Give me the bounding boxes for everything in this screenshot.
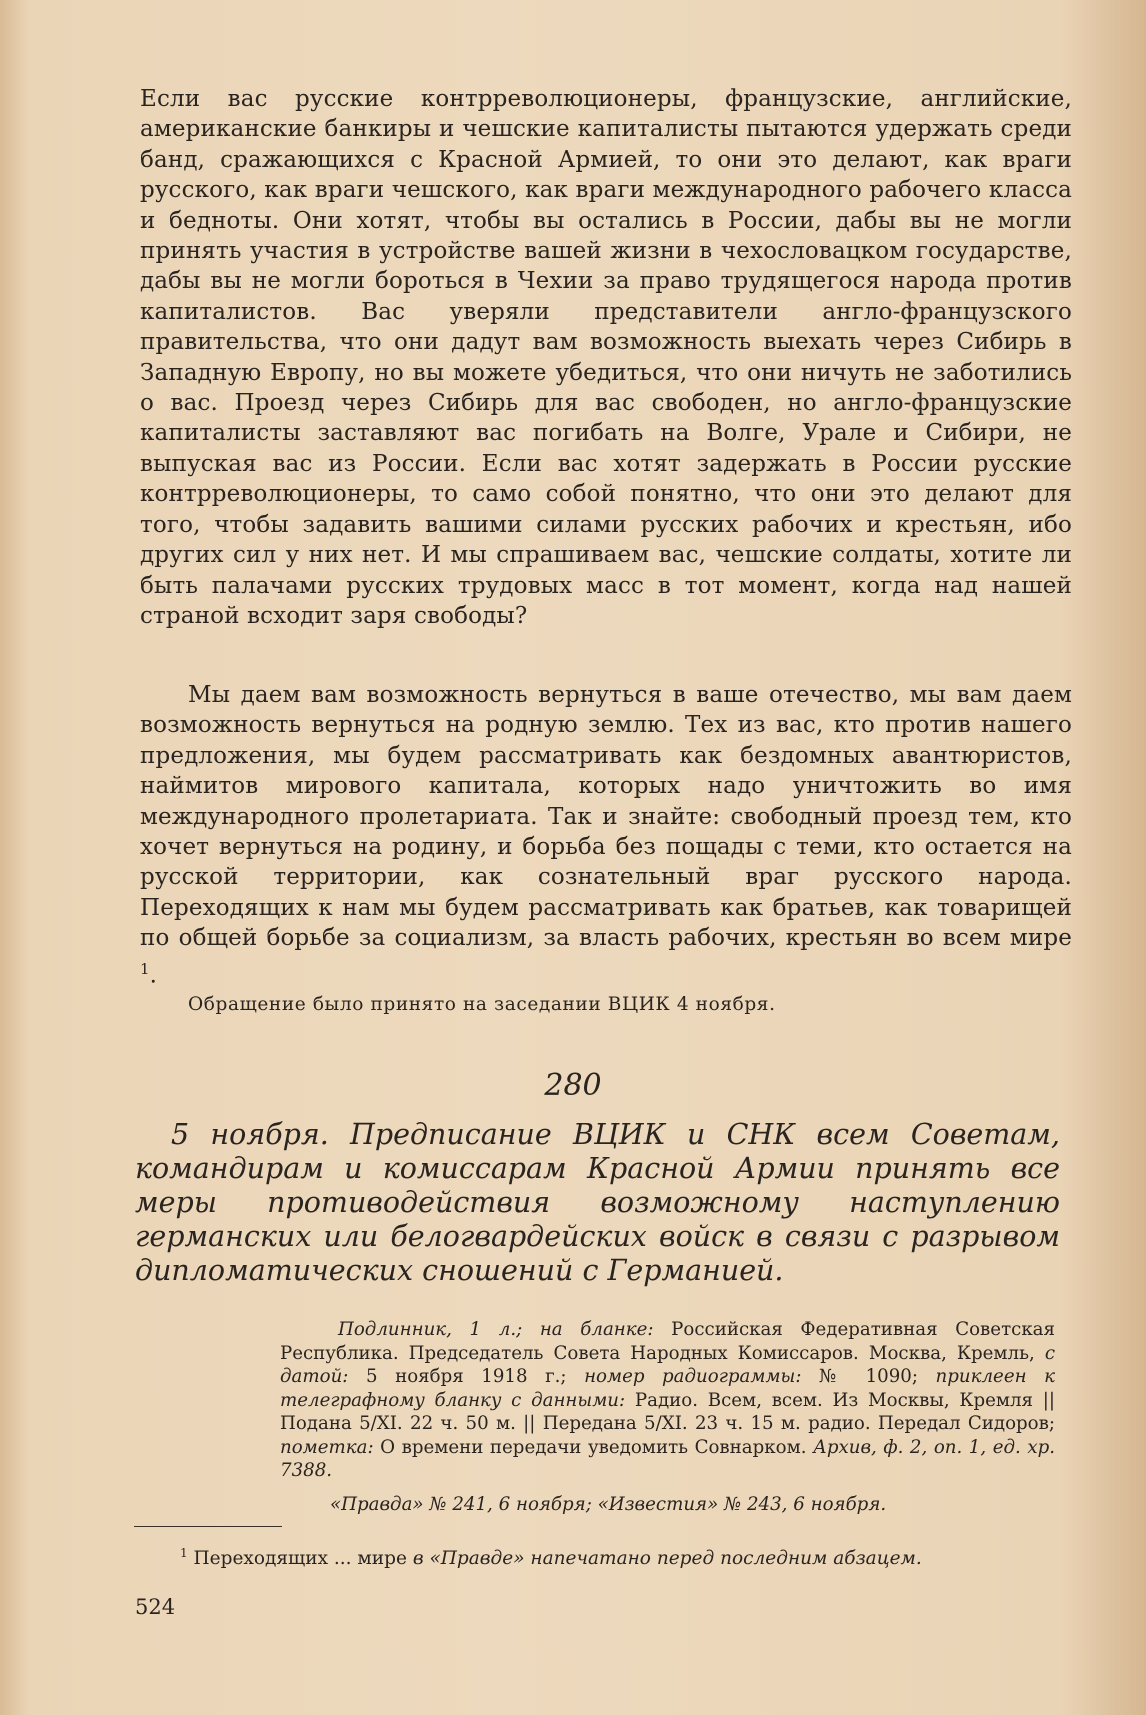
- source-s6: № 1090;: [801, 1366, 936, 1387]
- source-s10: О времени передачи уведомить Совнарком.: [373, 1436, 814, 1458]
- footnote-mark: 1: [180, 1546, 188, 1560]
- paragraph-2-end: .: [149, 962, 158, 989]
- paragraph-1: [140, 84, 1072, 631]
- source-s9: пометка:: [280, 1436, 374, 1458]
- document-number: 280: [544, 1068, 602, 1103]
- footnote-reference: 1: [140, 959, 150, 978]
- footnote-italic: в «Правде» напечатано перед последним абзацем.: [412, 1548, 922, 1570]
- source-s8: Радио. Всем, всем. Из Москвы, Кремля || Подана 5/XI. 22 ч. 50 м. || Передана 5/XI. 23 ч. 15 м. радио. Передал Сидоров;: [280, 1389, 1055, 1434]
- paragraph-1-text: Если вас русские контрреволюционеры, французские, английские, американские банкиры и чешские капиталисты пытаются удержать среди банд, сражающихся с Красной Армией, то они это делают, как враги русского, как враги чешского, как враги международного рабочего класса и бедноты. Они хотят, чтобы вы остались в России, дабы вы не могли принять участия в устройстве вашей жизни в чехословацком государстве, дабы вы не могли бороться в Чехии за право трудящегося народа против капиталистов. Вас уверяли представители англо-французского правительства, что они дадут вам возможность выехать через Сибирь в Западную Европу, но вы можете убедиться, что они ничуть не заботились о вас. Проезд через Сибирь для вас свободен, но англо-французские капиталисты заставляют вас погибать на Волге, Урале и Сибири, не выпуская вас из России. Если вас хотят задержать в России русские контрреволюционеры, то само собой понятно, что они это делают для того, чтобы задавить вашими силами русских рабочих и крестьян, ибо других сил у них нет. И мы спрашиваем вас, чешские солдаты, хотите ли быть палачами русских трудовых масс в тот момент, когда над нашей страной всходит заря свободы?: [140, 86, 1072, 629]
- source-s3: с датой:: [280, 1342, 1055, 1387]
- page-number: 524: [135, 1595, 176, 1619]
- paragraph-2-text: [140, 680, 1072, 991]
- footnote-text: Переходящих ... мире: [187, 1548, 413, 1570]
- editorial-note: Обращение было принято на заседании ВЦИК 4 ноября.: [188, 994, 776, 1015]
- paragraph-2-body: Мы даем вам возможность вернуться в ваше отечество, мы вам даем возможность вернуться на родную землю. Тех из вас, кто против нашего предложения, мы будем рассматривать как бездомных авантюристов, наймитов мирового капитала, которых надо уничтожить во имя международного пролетариата. Так и знайте: свободный проезд тем, кто хочет вернуться на родину, и борьба без пощады с теми, кто остается на русской территории, как сознательный враг русского народа. Переходящих к нам мы будем рассматривать как братьев, как товарищей по общей борьбе за социализм, за власть рабочих, крестьян во всем мире: [140, 682, 1072, 952]
- source-s1: Подлинник, 1 л.; на бланке:: [338, 1319, 654, 1340]
- publication-reference: «Правда» № 241, 6 ноября; «Известия» № 243, 6 ноября.: [330, 1494, 887, 1515]
- source-description: [280, 1318, 1055, 1483]
- footnote: [180, 1546, 922, 1569]
- source-s7: приклеен к телеграфному бланку с данными:: [280, 1366, 1055, 1411]
- source-s5: номер радиограммы:: [584, 1366, 802, 1387]
- source-s4: 5 ноября 1918 г.;: [348, 1366, 585, 1387]
- source-s2: Российская Федеративная Советская Республика. Председатель Совета Народных Комиссаров. Москва, Кремль,: [280, 1319, 1055, 1364]
- source-s11: Архив, ф. 2, оп. 1, ед. хр. 7388.: [280, 1436, 1055, 1481]
- footnote-divider: [134, 1526, 282, 1527]
- document-title: 5 ноября. Предписание ВЦИК и СНК всем Советам, командирам и комиссарам Красной Армии принять все меры противодействия возможному наступлению германских или белогвардейских войск в связи с разрывом дипломатических сношений с Германией.: [135, 1118, 1060, 1287]
- paragraph-2: [140, 680, 1072, 991]
